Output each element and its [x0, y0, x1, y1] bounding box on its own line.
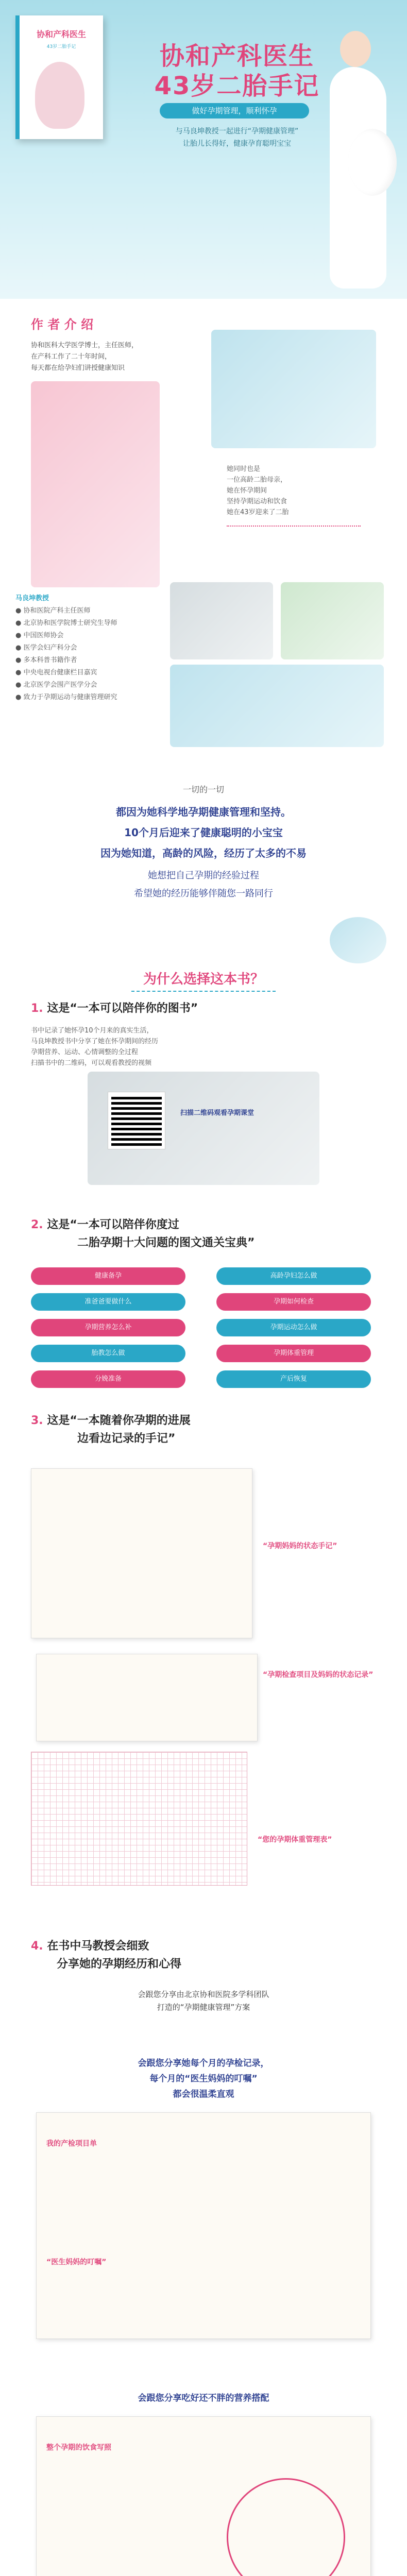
- point4-title: 4. 在书中马教授会细致: [31, 1940, 149, 1953]
- topic-pill: 准爸爸要做什么: [31, 1293, 185, 1311]
- point1-title: 1. 这是“一本可以陪伴你的图书”: [31, 1002, 198, 1015]
- class-photo: [170, 582, 273, 659]
- journal-page-mock: [31, 1468, 252, 1638]
- callout-weight: “您的孕期体重管理表”: [258, 1836, 332, 1844]
- topic-pill: 高龄孕妇怎么做: [216, 1267, 371, 1285]
- p4-sub1: 会跟您分享由北京协和医院多学科团队: [138, 1990, 269, 1999]
- story-line1: 一切的一切: [182, 785, 224, 794]
- point4-title-line2: 分享她的孕期经历和心得: [57, 1958, 182, 1971]
- story-line3: 10个月后迎来了健康聪明的小宝宝: [124, 826, 283, 839]
- journal-page-mock: [36, 1654, 258, 1741]
- story-line6: 希望她的经历能够伴随您一路同行: [134, 888, 273, 899]
- topic-pill: 胎教怎么做: [31, 1345, 185, 1362]
- author-story-caption: 她同时也是 一位高龄二胎母亲， 她在怀孕期间 坚持孕期运动和饮食 她在43岁迎来了二胎: [227, 465, 289, 516]
- author-pregnant-photo: [31, 381, 160, 587]
- topic-pill: 产后恢复: [216, 1370, 371, 1388]
- checkup-label: 我的产检项目单: [46, 2140, 97, 2148]
- topic-pill: 孕期如何检查: [216, 1293, 371, 1311]
- topic-pill: 孕期营养怎么补: [31, 1319, 185, 1336]
- book-cover-illustration: [35, 62, 84, 129]
- doctor-tips-label: “医生妈妈的叮嘱”: [46, 2258, 107, 2266]
- topic-pill: 分娩准备: [31, 1370, 185, 1388]
- point3-title: 3. 这是“一本随着你孕期的进展: [31, 1414, 191, 1427]
- nutrition-heading: 会跟您分享吃好还不胖的营养搭配: [138, 2393, 269, 2403]
- author-intro: 协和医科大学医学博士，主任医师， 在产科工作了二十年时间， 每天都在给孕妇们讲授健康知识: [31, 342, 139, 372]
- book-cover[interactable]: [15, 15, 103, 139]
- story-line2: 都因为她科学地孕期健康管理和坚持。: [116, 806, 291, 818]
- qr-code[interactable]: [108, 1092, 165, 1149]
- book-cover-title: 协和产科医生: [36, 29, 86, 39]
- lecture-photo: [170, 665, 384, 747]
- doctor-consultation-photo: [211, 330, 376, 448]
- checkup-heading-3: 都会很温柔直观: [173, 2089, 234, 2099]
- pregnant-woman-photo: [319, 31, 392, 289]
- checkup-heading-2: 每个月的“医生妈妈的叮嘱”: [149, 2074, 258, 2084]
- banner-tag: 做好孕期管理，顺利怀孕: [160, 103, 309, 118]
- callout-checkup: “孕期检查项目及妈妈的状态记录”: [263, 1671, 374, 1679]
- divider: [227, 526, 361, 527]
- banner-line1: 与马良坤教授一起进行“孕期健康管理”: [175, 127, 299, 135]
- baby-photo: [330, 917, 386, 963]
- qr-label: 扫描二维码观看孕期课堂: [180, 1109, 255, 1117]
- point2-title-line2: 二胎孕期十大问题的图文通关宝典”: [77, 1236, 255, 1249]
- group-photo: [281, 582, 384, 659]
- weight-chart-grid: [31, 1752, 247, 1886]
- story-line5: 她想把自己孕期的经验过程: [148, 870, 259, 881]
- author-heading: 作 者 介 绍: [31, 317, 94, 332]
- banner-title-line2: 43岁二胎手记: [154, 72, 320, 100]
- hero-banner: [0, 0, 407, 299]
- point2-title: 2. 这是“一本可以陪伴你度过: [31, 1218, 179, 1231]
- author-honors: 马良坤教授 ● 协和医院产科主任医师 ● 北京协和医学院博士研究生导师 ● 中国医师协会 ● 医学会妇产科分会 ● 多本科普书籍作者 ● 中央电视台健康栏目嘉宾 ● 北京医学会围产医学分会 ● 致力于孕期运动与健康管理研究: [15, 595, 117, 701]
- topic-pill: 孕期体重管理: [216, 1345, 371, 1362]
- checkup-heading: 会跟您分享她每个月的孕检记录，: [138, 2058, 269, 2069]
- why-heading: 为什么选择这本书？: [131, 969, 276, 992]
- book-cover-subtitle: 43岁二胎手记: [46, 44, 76, 49]
- topic-pill: 孕期运动怎么做: [216, 1319, 371, 1336]
- banner-line2: 让胎儿长得好，健康孕育聪明宝宝: [183, 140, 291, 148]
- topic-pill: 健康备孕: [31, 1267, 185, 1285]
- point3-title-line2: 边看边记录的手记”: [77, 1432, 176, 1445]
- story-line4: 因为她知道，高龄的风险，经历了太多的不易: [100, 847, 307, 859]
- banner-title-line1: 协和产科医生: [159, 42, 314, 71]
- point1-desc: 书中记录了她怀孕10个月来的真实生活， 马良坤教授书中分享了她在怀孕期间的经历 孕期营养、运动、心情调整的全过程 扫描书中的二维码，可以观看教授的视频: [31, 1027, 159, 1067]
- callout-status: “孕期妈妈的状态手记”: [263, 1542, 337, 1550]
- p4-sub2: 打造的“孕期健康管理”方案: [157, 2003, 250, 2012]
- nutrition-label: 整个孕期的饮食写照: [46, 2444, 111, 2452]
